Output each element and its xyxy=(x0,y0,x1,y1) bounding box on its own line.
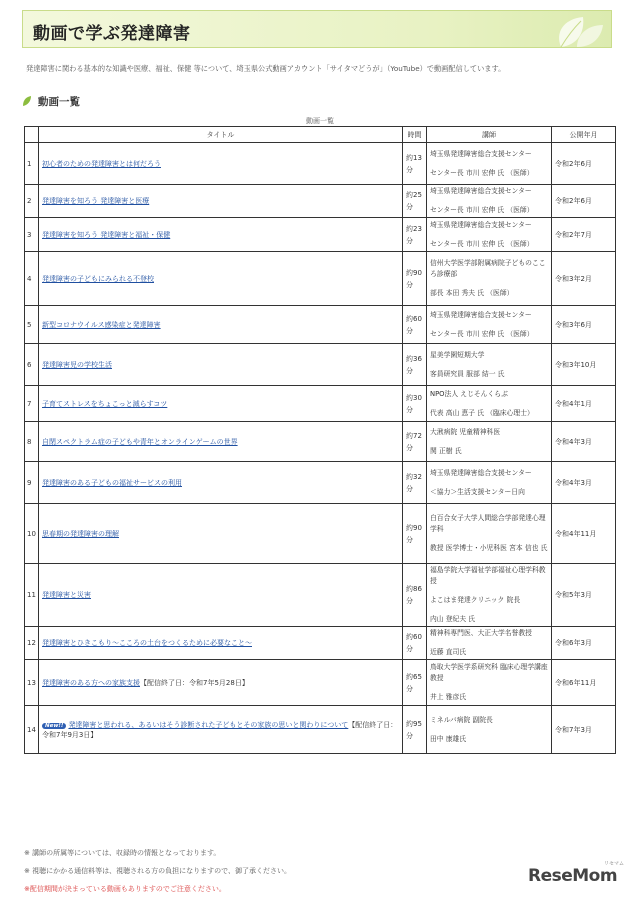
row-date: 令和3年10月 xyxy=(552,344,616,386)
lecturer-line: 埼玉県発達障害総合支援センター xyxy=(430,220,532,229)
row-title-cell xyxy=(39,344,403,386)
lecturer-line: NPO法人 えじそんくらぶ xyxy=(430,389,508,398)
video-link[interactable]: 発達障害とひきこもり～こころの土台をつくるために必要なこと～ xyxy=(42,639,252,647)
lecturer-line: 田中 康雄氏 xyxy=(430,734,467,743)
row-title-cell xyxy=(39,462,403,504)
header-title: タイトル xyxy=(39,127,403,143)
brand-sub: リセマム xyxy=(604,861,624,867)
row-lecturer xyxy=(427,504,552,564)
lecturer-spacer xyxy=(430,197,548,205)
video-link[interactable]: 発達障害と思われる、あるいはそう診断された子どもとその家族の思いと関わりについて xyxy=(68,720,349,729)
row-title-cell xyxy=(39,143,403,185)
row-title-cell xyxy=(39,386,403,422)
row-title-cell xyxy=(39,660,403,706)
row-number: 1 xyxy=(25,143,39,185)
leaf-icon xyxy=(541,13,605,48)
video-link[interactable]: 新型コロナウイルス感染症と発達障害 xyxy=(42,320,161,329)
page-title: 動画で学ぶ発達障害 xyxy=(33,24,191,44)
header-duration: 時間 xyxy=(403,127,427,143)
row-duration: 約60分 xyxy=(403,306,427,344)
table-row xyxy=(25,143,616,185)
lecturer-line: 埼玉県発達障害総合支援センター xyxy=(430,468,532,477)
lecturer-spacer xyxy=(430,400,548,408)
header-date: 公開年月 xyxy=(552,127,616,143)
lecturer-line: 代表 高山 恵子 氏 （臨床心理士） xyxy=(430,408,534,417)
row-duration: 約90分 xyxy=(403,504,427,564)
lecturer-spacer xyxy=(430,280,548,288)
lecturer-spacer xyxy=(430,361,548,369)
intro-text: 発達障害に関わる基本的な知識や医療、福祉、保健 等について、埼玉県公式動画アカウント「サイタマどうが」（YouTube）で動画配信しています。 xyxy=(26,64,506,73)
lecturer-spacer xyxy=(430,321,548,329)
row-date: 令和3年2月 xyxy=(552,252,616,306)
lecturer-line: ミネルバ病院 副院長 xyxy=(430,715,493,724)
row-date: 令和2年7月 xyxy=(552,218,616,252)
table-row xyxy=(25,386,616,422)
lecturer-line: 埼玉県発達障害総合支援センター xyxy=(430,149,532,158)
row-date: 令和5年3月 xyxy=(552,564,616,627)
lecturer-line: センター長 市川 宏伸 氏 （医師） xyxy=(430,329,534,338)
lecturer-line: 内山 登紀夫 氏 xyxy=(430,615,476,623)
row-lecturer xyxy=(427,564,552,627)
row-title-cell xyxy=(39,706,403,754)
row-number: 6 xyxy=(25,344,39,386)
row-duration: 約86分 xyxy=(403,564,427,627)
table-row xyxy=(25,462,616,504)
row-lecturer xyxy=(427,143,552,185)
row-duration: 約72分 xyxy=(403,422,427,462)
lecturer-line: 信州大学医学部附属病院子どものこころ診療部 xyxy=(430,259,546,278)
lecturer-spacer xyxy=(430,639,548,647)
end-date-note: 【配信終了日：令和7年9月3日】 xyxy=(42,720,398,739)
lecturer-spacer xyxy=(430,684,548,692)
row-duration: 約95分 xyxy=(403,706,427,754)
row-title-cell xyxy=(39,218,403,252)
brand-logo: ReseMom xyxy=(528,866,618,886)
row-date: 令和4年3月 xyxy=(552,422,616,462)
section-title: 動画一覧 xyxy=(38,95,80,108)
header-num xyxy=(25,127,39,143)
lecturer-line: 大湫病院 児童精神科医 xyxy=(430,427,501,436)
page-banner xyxy=(22,10,612,48)
row-lecturer xyxy=(427,660,552,706)
lecturer-spacer xyxy=(430,479,548,487)
row-title-cell xyxy=(39,422,403,462)
row-number: 5 xyxy=(25,306,39,344)
lecturer-spacer xyxy=(430,606,548,614)
row-number: 7 xyxy=(25,386,39,422)
row-duration: 約65分 xyxy=(403,660,427,706)
row-title-cell xyxy=(39,564,403,627)
row-lecturer xyxy=(427,344,552,386)
table-row xyxy=(25,627,616,660)
video-link[interactable]: 思春期の発達障害の理解 xyxy=(42,529,119,538)
row-lecturer xyxy=(427,218,552,252)
table-row xyxy=(25,660,616,706)
lecturer-line: 星美学園短期大学 xyxy=(430,350,485,359)
row-lecturer xyxy=(427,185,552,218)
lecturer-line: 埼玉県発達障害総合支援センター xyxy=(430,310,532,319)
table-row xyxy=(25,422,616,462)
row-number: 3 xyxy=(25,218,39,252)
header-lecturer: 講師 xyxy=(427,127,552,143)
row-title-cell xyxy=(39,306,403,344)
table-row xyxy=(25,564,616,627)
lecturer-line: 客員研究員 服部 結一 氏 xyxy=(430,369,505,378)
video-link[interactable]: 発達障害のある子どもの福祉サービスの利用 xyxy=(42,478,182,487)
row-number: 4 xyxy=(25,252,39,306)
lecturer-line: 埼玉県発達障害総合支援センター xyxy=(430,187,532,195)
video-link[interactable]: 発達障害のある方への家族支援 xyxy=(42,678,140,687)
row-date: 令和4年1月 xyxy=(552,386,616,422)
row-date: 令和7年3月 xyxy=(552,706,616,754)
row-number: 13 xyxy=(25,660,39,706)
row-duration: 約30分 xyxy=(403,386,427,422)
section-heading xyxy=(22,94,80,108)
row-number: 2 xyxy=(25,185,39,218)
row-number: 12 xyxy=(25,627,39,660)
footnotes xyxy=(24,844,494,898)
row-number: 14 xyxy=(25,706,39,754)
lecturer-line: 近藤 直司氏 xyxy=(430,648,467,656)
lecturer-line: 福島学院大学福祉学部福祉心理学科教授 xyxy=(430,566,546,585)
row-duration: 約60分 xyxy=(403,627,427,660)
video-link[interactable]: 子育てストレスをちょこっと減らすコツ xyxy=(42,399,168,408)
row-date: 令和4年3月 xyxy=(552,462,616,504)
row-lecturer xyxy=(427,706,552,754)
lecturer-spacer xyxy=(430,726,548,734)
row-date: 令和2年6月 xyxy=(552,185,616,218)
row-number: 10 xyxy=(25,504,39,564)
footnote-warning: ※配信期間が決まっている動画もありますのでご注意ください。 xyxy=(24,885,226,893)
lecturer-spacer xyxy=(430,231,548,239)
lecturer-line: 部長 本田 秀夫 氏 （医師） xyxy=(430,289,514,297)
new-badge: New!! xyxy=(42,723,66,729)
row-title-cell xyxy=(39,504,403,564)
footnote: ※ 視聴にかかる通信料等は、視聴される方の負担になりますので、御了承ください。 xyxy=(24,867,291,875)
footnote: ※ 講師の所属等については、収録時の情報となっております。 xyxy=(24,849,221,857)
lecturer-line: 教授 医学博士・小児科医 宮本 信也 氏 xyxy=(430,544,548,552)
row-duration: 約90分 xyxy=(403,252,427,306)
row-lecturer xyxy=(427,306,552,344)
row-title-cell xyxy=(39,185,403,218)
lecturer-line: ＜協力＞生活支援センター日向 xyxy=(430,487,525,496)
lecturer-line: センター長 市川 宏伸 氏 （医師） xyxy=(430,206,534,214)
end-date-note: 【配信終了日：令和7年5月28日】 xyxy=(140,678,249,687)
lecturer-spacer xyxy=(430,438,548,446)
row-date: 令和6年3月 xyxy=(552,627,616,660)
lecturer-line: よこはま発達クリニック 院長 xyxy=(430,596,521,604)
lecturer-line: 井上 雅彦氏 xyxy=(430,693,467,701)
table-caption: 動画一覧 xyxy=(306,117,334,125)
row-date: 令和6年11月 xyxy=(552,660,616,706)
lecturer-line: センター長 市川 宏伸 氏 （医師） xyxy=(430,239,534,248)
row-lecturer xyxy=(427,462,552,504)
table-row xyxy=(25,504,616,564)
table-row xyxy=(25,185,616,218)
row-lecturer xyxy=(427,627,552,660)
row-lecturer xyxy=(427,252,552,306)
video-link[interactable]: 発達障害を知ろう 発達障害と福祉・保健 xyxy=(42,230,171,239)
row-date: 令和3年6月 xyxy=(552,306,616,344)
table-row xyxy=(25,306,616,344)
lecturer-spacer xyxy=(430,160,548,168)
video-link[interactable]: 自閉スペクトラム症の子どもや青年とオンラインゲームの世界 xyxy=(42,437,238,446)
row-duration: 約32分 xyxy=(403,462,427,504)
lecturer-line: 精神科専門医、大正大学名誉教授 xyxy=(430,629,532,637)
row-lecturer xyxy=(427,422,552,462)
row-number: 9 xyxy=(25,462,39,504)
lecturer-line: 白百合女子大学人間総合学部発達心理学科 xyxy=(430,514,546,533)
table-row xyxy=(25,706,616,754)
video-link[interactable]: 発達障害の子どもにみられる不登校 xyxy=(42,274,154,283)
row-date: 令和4年11月 xyxy=(552,504,616,564)
table-header-row xyxy=(25,127,616,143)
row-duration: 約13分 xyxy=(403,143,427,185)
lecturer-line: 鳥取大学医学系研究科 臨床心理学講座 教授 xyxy=(430,663,548,682)
lecturer-line: 関 正樹 氏 xyxy=(430,446,462,455)
video-link[interactable]: 発達障害児の学校生活 xyxy=(42,360,112,369)
row-duration: 約23分 xyxy=(403,218,427,252)
video-link[interactable]: 初心者のための発達障害とは何だろう xyxy=(42,159,161,168)
row-title-cell xyxy=(39,627,403,660)
video-link[interactable]: 発達障害を知ろう 発達障害と医療 xyxy=(42,197,150,205)
row-lecturer xyxy=(427,386,552,422)
table-row xyxy=(25,218,616,252)
row-duration: 約36分 xyxy=(403,344,427,386)
lecturer-spacer xyxy=(430,587,548,595)
lecturer-spacer xyxy=(430,535,548,543)
table-row xyxy=(25,252,616,306)
leaf-bullet-icon xyxy=(22,95,32,107)
video-link[interactable]: 発達障害と災害 xyxy=(42,591,91,599)
row-title-cell xyxy=(39,252,403,306)
row-date: 令和2年6月 xyxy=(552,143,616,185)
row-number: 8 xyxy=(25,422,39,462)
row-duration: 約25分 xyxy=(403,185,427,218)
lecturer-line: センター長 市川 宏伸 氏 （医師） xyxy=(430,168,534,177)
table-row xyxy=(25,344,616,386)
video-table xyxy=(24,126,616,754)
row-number: 11 xyxy=(25,564,39,627)
